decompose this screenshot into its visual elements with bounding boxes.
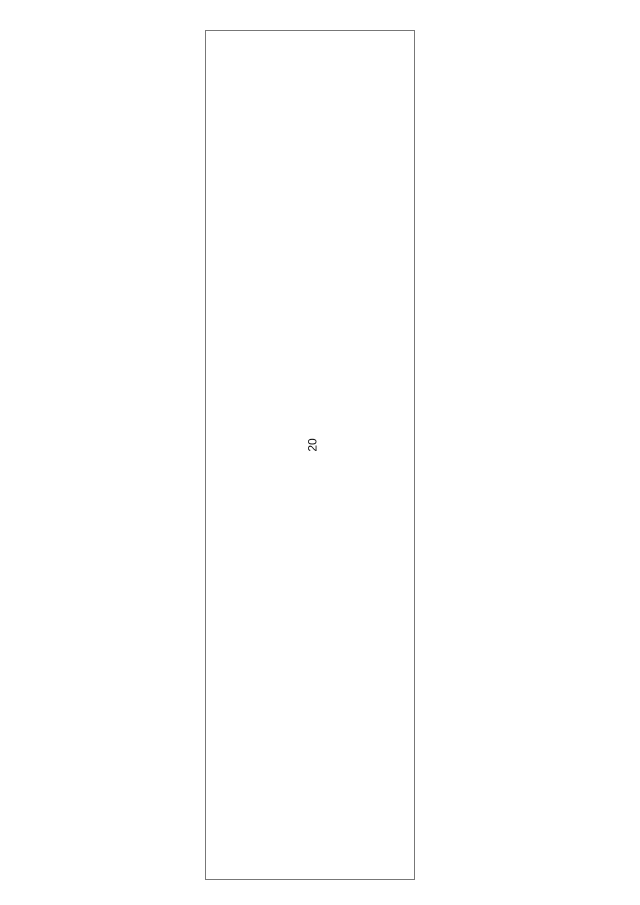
rotated-table-region: [205, 30, 415, 880]
page-number: 20: [305, 438, 320, 452]
